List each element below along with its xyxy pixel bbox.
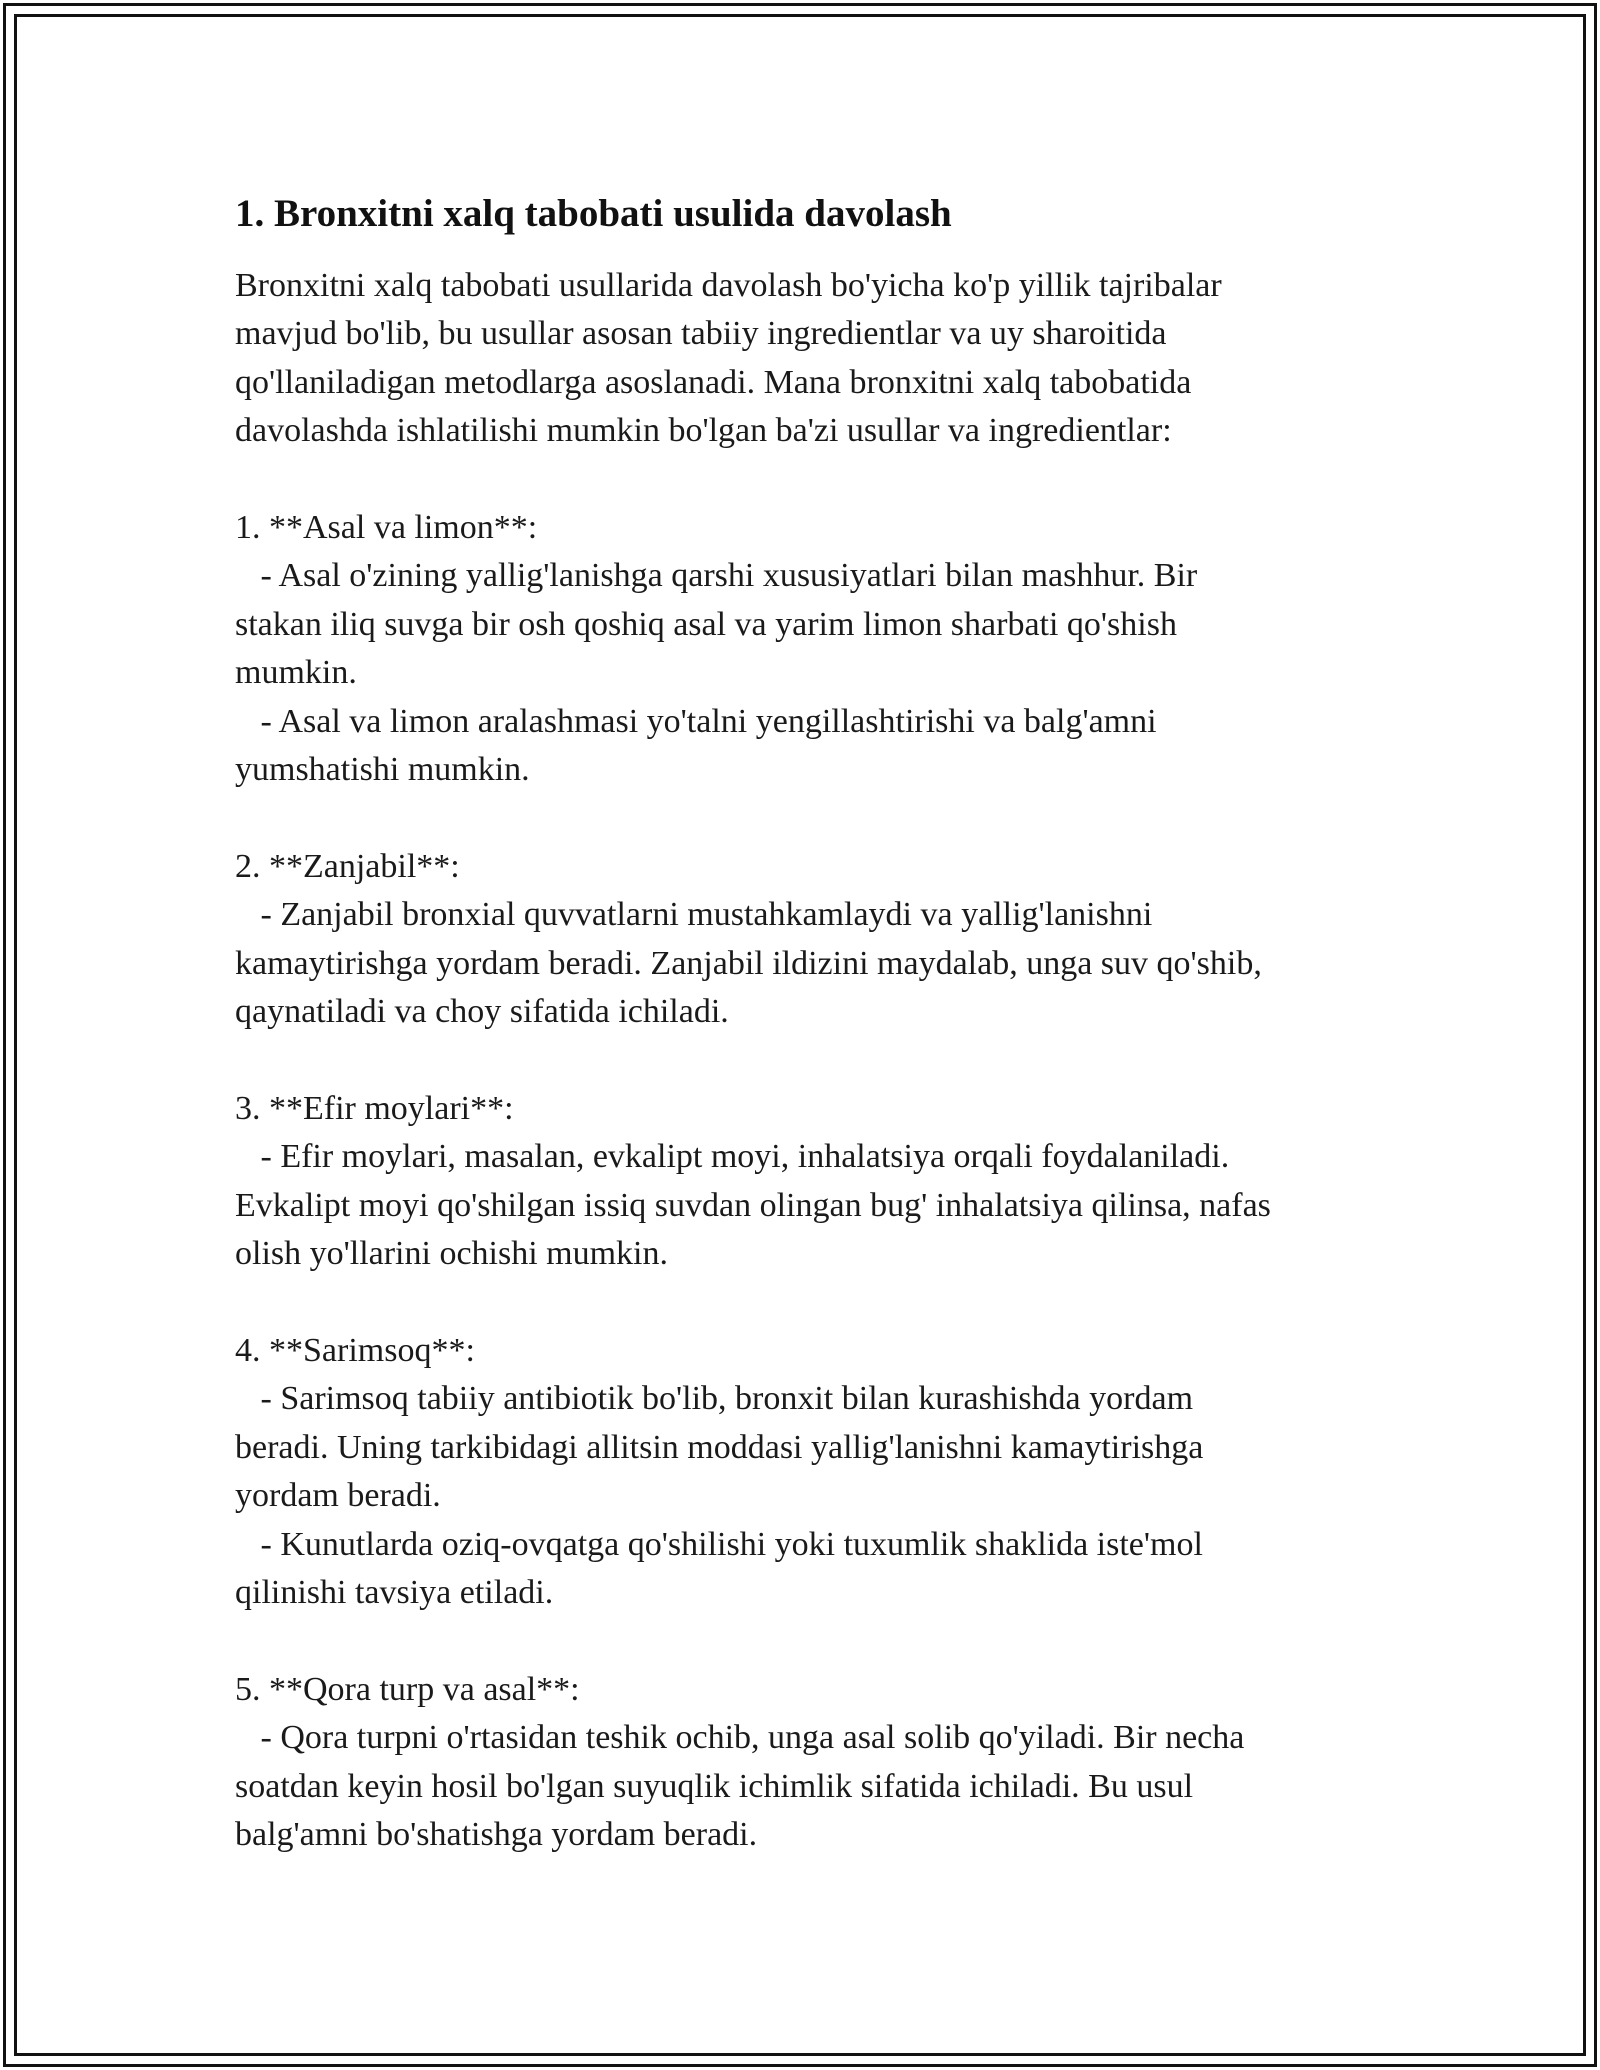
document-title: 1. Bronxitni xalq tabobati usulida davolash xyxy=(235,192,952,235)
document-content xyxy=(235,186,1365,1859)
document-body: Bronxitni xalq tabobati usullarida davolash bo'yicha ko'p yillik tajribalar mavjud bo'lib, bu usullar asosan tabiiy ingredientlar va uy sharoitida qo'llaniladigan metodlarga asoslanadi. Mana bronxitni xalq tabobatida davolashda ishlatilishi mumkin bo'lgan ba'zi usullar va ingredientlar: 1. **Asal va limon**: - Asal o'zining yallig'lanishga qarshi xususiyatlari bilan mashhur. Bir stakan iliq suvga bir osh qoshiq asal va yarim limon sharbati qo'shish mumkin. - Asal va limon aralashmasi yo'talni yengillashtirishi va balg'amni yumshatishi mumkin. 2. **Zanjabil**: - Zanjabil bronxial quvvatlarni mustahkamlaydi va yallig'lanishni kamaytirishga yordam beradi. Zanjabil ildizini maydalab, unga suv qo'shib, qaynatiladi va choy sifatida ichiladi. 3. **Efir moylari**: - Efir moylari, masalan, evkalipt moyi, inhalatsiya orqali foydalaniladi. Evkalipt moyi qo'shilgan issiq suvdan olingan bug' inhalatsiya qilinsa, nafas olish yo'llarini ochishi mumkin. 4. **Sarimsoq**: - Sarimsoq tabiiy antibiotik bo'lib, bronxit bilan kurashishda yordam beradi. Uning tarkibidagi allitsin moddasi yallig'lanishni kamaytirishga yordam beradi. - Kunutlarda oziq-ovqatga qo'shilishi yoki tuxumlik shaklida iste'mol qilinishi tavsiya etiladi. 5. **Qora turp va asal**: - Qora turpni o'rtasidan teshik ochib, unga asal solib qo'yiladi. Bir necha soatdan keyin hosil bo'lgan suyuqlik ichimlik sifatida ichiladi. Bu usul balg'amni bo'shatishga yordam beradi. xyxy=(235,267,1271,1853)
